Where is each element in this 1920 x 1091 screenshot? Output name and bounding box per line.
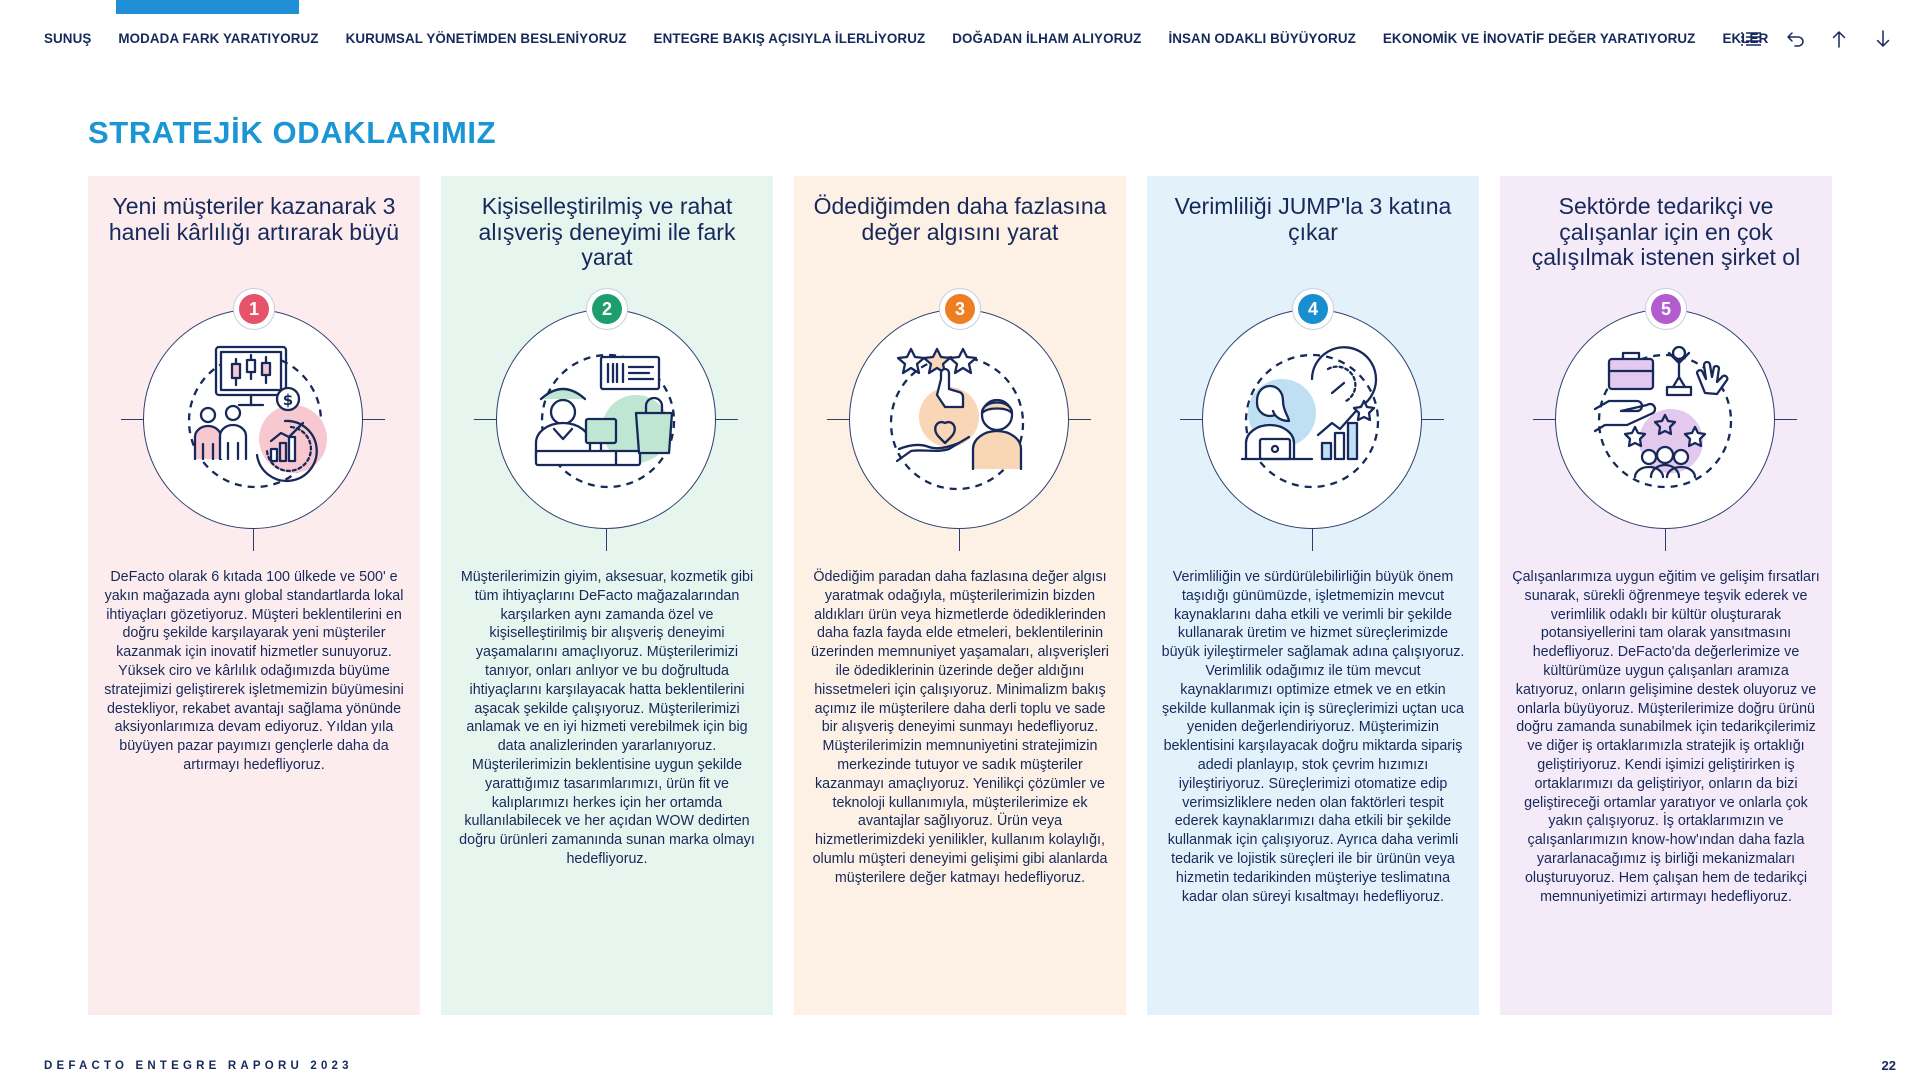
- step-badge: [939, 288, 981, 330]
- connector-line: [1069, 419, 1091, 420]
- connector-line: [121, 419, 143, 420]
- card-title: Sektörde tedarikçi ve çalışanlar için en çok çalışılmak istenen şirket ol: [1531, 193, 1801, 270]
- nav-tools: [1740, 28, 1894, 50]
- card-description: DeFacto olarak 6 kıtada 100 ülkede ve 500' e yakın mağazada aynı global standartlarda lokal ihtiyaçları gözetiyoruz. Müşteri beklentilerini en doğru şekilde karşılayarak yeni müşteriler kazanmak için inovatif hizmetler sunuyoruz. Yüksek ciro ve kârlılık odağımızda büyüme stratejimizi geliştirerek işletmemizin büyümesini destekliyor, rekabet avantajı sağlama yönünde aksiyonlarımıza devam ediyoruz. Yıldan yıla büyüyen pazar payımızı gençlerle daha da artırmayı hedefliyoruz.: [104, 569, 404, 773]
- report-footer-title: DEFACTO ENTEGRE RAPORU 2023: [44, 1060, 353, 1072]
- strategy-card: [794, 176, 1126, 1015]
- strategy-cards: [88, 176, 1832, 1015]
- nav-item-insan-odakli[interactable]: İNSAN ODAKLI BÜYÜYORUZ: [1168, 31, 1356, 46]
- connector-line: [363, 419, 385, 420]
- connector-line: [1775, 419, 1797, 420]
- connector-line: [1180, 419, 1202, 420]
- connector-line: [1312, 529, 1313, 551]
- connector-line: [827, 419, 849, 420]
- step-badge: [1292, 288, 1334, 330]
- card-description: Verimliliğin ve sürdürülebilirliğin büyük önem taşıdığı günümüzde, işletmemizin mevcut kaynaklarını daha etkili ve verimli bir şekilde kullanarak üretim ve hizmet süreçlerimizde büyük iyileştirmeler sağlamak adına çalışıyoruz. Verimlilik odağımız ile tüm mevcut kaynaklarımızı optimize etmek ve en etkin şekilde kullanmak için iş süreçlerimizi uçtan uca yeniden değerlendiriyoruz. Müşterimizin beklentisini karşılayacak doğru miktarda sipariş adedi planlayıp, stok çevrim hızımızı iyileştiriyoruz. Süreçlerimizi otomatize edip verimsizliklere neden olan faktörleri tespit ederek kaynaklarımızı daha etkili bir şekilde kullanmak için çalışıyoruz. Ayrıca daha verimli tedarik ve lojistik süreçleri ile bir ürünün veya hizmetin tedarikinden müşteriye teslimatına kadar olan süreyi kısaltmayı hedefliyoruz.: [1161, 569, 1465, 905]
- list-icon[interactable]: [1740, 28, 1762, 50]
- card-title: Kişiselleştirilmiş ve rahat alışveriş deneyimi ile fark yarat: [478, 193, 736, 270]
- connector-line: [959, 529, 960, 551]
- nav-item-kurumsal-yonetim[interactable]: KURUMSAL YÖNETİMDEN BESLENİYORUZ: [345, 31, 627, 46]
- card-description: Çalışanlarımıza uygun eğitim ve gelişim fırsatları sunarak, sürekli öğrenmeye teşvik ederek ve verimlilik odaklı bir kültür oluşturarak potansiyellerini tam olarak yansıtmasını hedefliyoruz. DeFacto'da değerlerimize ve kültürümüze uygun çalışanları aramıza katıyoruz, onların gelişimine destek oluyoruz ve onlarla büyüyoruz. Müşterilerimize doğru ürünü doğru zamanda sunabilmek için tedarikçilerimiz ve diğer iş ortaklarımızla stratejik iş ortaklığı geliştiriyoruz. Kendi işimizi geliştirirken iş ortaklarımızı da geliştiriyor, onların da bizi geliştireceği ortamlar yaratıyor ve onlarla çok yakın çalışıyoruz. İş ortaklarımızın ve çalışanlarımızın know-how'ından daha fazla yararlanacağımız iş birliği mekanizmaları oluşturuyoruz. Hem çalışan hem de tedarikçi memnuniyetimizi artırmayı hedefliyoruz.: [1512, 569, 1820, 905]
- svg-text:$: $: [282, 391, 294, 409]
- connector-line: [606, 529, 607, 551]
- nav-item-dogadan-ilham[interactable]: DOĞADAN İLHAM ALIYORUZ: [952, 31, 1142, 46]
- nav-item-modada-fark[interactable]: MODADA FARK YARATIYORUZ: [118, 31, 319, 46]
- strategy-card: [88, 176, 420, 1015]
- strategy-card: [1147, 176, 1479, 1015]
- customer-rating-icon: [849, 309, 1069, 529]
- connector-line: [253, 529, 254, 551]
- card-title: Yeni müşteriler kazanarak 3 haneli kârlılığı artırarak büyü: [108, 193, 400, 245]
- arrow-down-icon[interactable]: [1872, 28, 1894, 50]
- efficiency-growth-icon: [1202, 309, 1422, 529]
- step-badge: [233, 288, 275, 330]
- connector-line: [474, 419, 496, 420]
- growth-analytics-icon: [143, 309, 363, 529]
- strategy-card: [441, 176, 773, 1015]
- step-number: 5: [1651, 294, 1681, 324]
- back-arrow-icon[interactable]: [1784, 28, 1806, 50]
- step-badge: [586, 288, 628, 330]
- step-number: 4: [1298, 294, 1328, 324]
- card-title: Ödediğimden daha fazlasına değer algısını yarat: [813, 193, 1107, 245]
- card-title: Verimliliği JUMP'la 3 katına çıkar: [1174, 193, 1452, 245]
- top-navigation-bar: [0, 0, 1920, 60]
- page-number: 22: [1881, 1058, 1896, 1073]
- connector-line: [716, 419, 738, 420]
- card-description: Ödediğim paradan daha fazlasına değer algısı yaratmak odağıyla, müşterilerimizin bizden aldıkları ürün veya hizmetlerde ödediklerinden daha fazla fayda elde etmeleri, beklentilerinin üzerinden memnuniyet yaşamaları, alışverişleri ile ödediklerinin üzerinde değer aldığını hissetmeleri için çalışıyoruz. Minimalizm bakış açımız ile müşterilere daha derli toplu ve sade bir alışveriş deneyimi sunmayı hedefliyoruz. Müşterilerimizin memnuniyetini stratejimizin merkezinde tutuyor ve sadık müşteriler kazanmayı amaçlıyoruz. Yenilikçi çözümler ve teknoloji kullanımıyla, müşterilerimize ek avantajlar sağlıyoruz. Ürün veya hizmetlerimizdeki yenilikler, kullanım kolaylığı, olumlu müşteri deneyimi gelişimi gibi alanlarda müşterilere değer katmayı hedefliyoruz.: [811, 569, 1109, 886]
- step-number: 3: [945, 294, 975, 324]
- step-number: 2: [592, 294, 622, 324]
- team-partnership-icon: [1555, 309, 1775, 529]
- cashier-shopping-icon: [496, 309, 716, 529]
- strategy-card: [1500, 176, 1832, 1015]
- nav-item-ekler[interactable]: EKLER: [1722, 31, 1769, 46]
- nav-item-ekonomik-inovatif[interactable]: EKONOMİK VE İNOVATİF DEĞER YARATIYORUZ: [1382, 31, 1696, 46]
- arrow-up-icon[interactable]: [1828, 28, 1850, 50]
- active-section-indicator: [116, 0, 299, 14]
- section-nav: [44, 31, 1795, 46]
- card-description: Müşterilerimizin giyim, aksesuar, kozmetik gibi tüm ihtiyaçlarını DeFacto mağazalarından karşılarken aynı zamanda özel ve kişiselleştirilmiş bir alışveriş deneyimi yaşamalarını amaçlıyoruz. Müşterilerimizi tanıyor, onları anlıyor ve bu doğrultuda ihtiyaçlarını karşılayacak hatta beklentilerini aşacak şekilde çalışıyoruz. Müşterilerimizi anlamak ve en iyi hizmeti verebilmek için big data analizlerinden yararlanıyoruz. Müşterilerimizin beklentisine uygun şekilde yarattığımız tasarımlarımızı, ürün fit ve kalıplarımızı herkes için her ortamda kullanılabilecek ve her açıdan WOW dedirten doğru ürünleri zamanında sunan marka olmayı hedefliyoruz.: [459, 569, 755, 867]
- connector-line: [1422, 419, 1444, 420]
- nav-item-entegre-bakis[interactable]: ENTEGRE BAKIŞ AÇISIYLA İLERLİYORUZ: [653, 31, 926, 46]
- step-badge: [1645, 288, 1687, 330]
- connector-line: [1665, 529, 1666, 551]
- nav-item-sunus[interactable]: SUNUŞ: [44, 31, 92, 46]
- step-number: 1: [239, 294, 269, 324]
- connector-line: [1533, 419, 1555, 420]
- page-heading: STRATEJİK ODAKLARIMIZ: [88, 115, 497, 150]
